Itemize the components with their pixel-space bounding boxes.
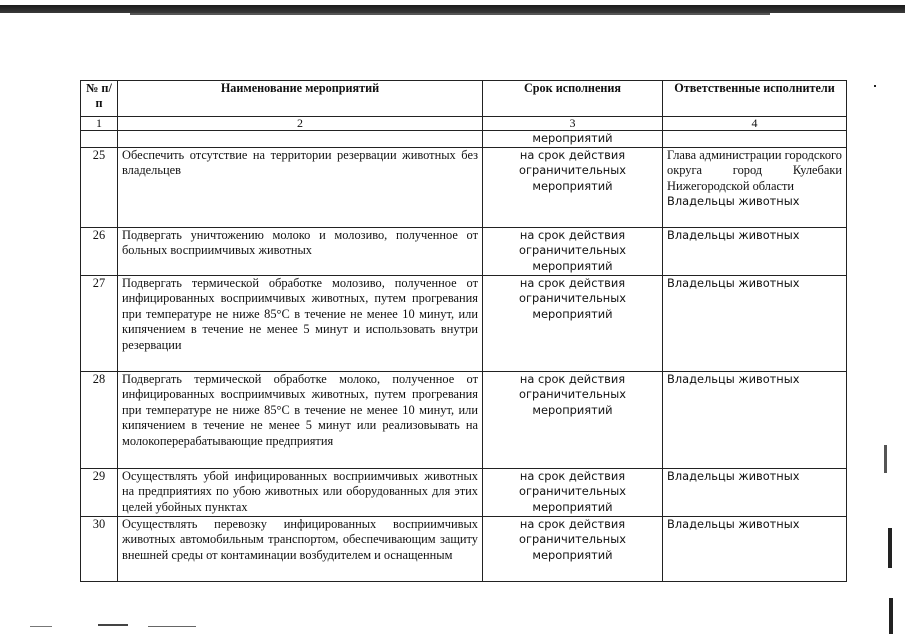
row-responsible: Владельцы животных — [663, 468, 847, 516]
row-responsible-extra: Владельцы животных — [667, 194, 800, 209]
scan-speck — [874, 85, 876, 87]
scan-edge-mark — [884, 445, 887, 473]
column-index-2: 2 — [118, 117, 483, 131]
table-row — [81, 147, 847, 227]
row-number: 27 — [81, 275, 118, 371]
row-measure: Подвергать уничтожению молоко и молозиво, полученное от больных восприимчивых животных — [118, 227, 483, 275]
header-term: Срок исполнения — [483, 81, 663, 117]
scan-edge-mark — [889, 598, 893, 634]
table-header-row — [81, 81, 847, 117]
row-measure: Обеспечить отсутствие на территории резервации животных без владельцев — [118, 147, 483, 227]
row-responsible: Владельцы животных — [663, 371, 847, 468]
row-term: на срок действия ограничительных мероприятий — [483, 516, 663, 581]
column-index-3: 3 — [483, 117, 663, 131]
row-term: на срок действия ограничительных мероприятий — [483, 468, 663, 516]
scan-bottom-mark — [148, 626, 196, 627]
scan-bottom-mark — [30, 626, 52, 627]
row-number: 30 — [81, 516, 118, 581]
table-row — [81, 468, 847, 516]
row-number: 25 — [81, 147, 118, 227]
row-term: на срок действия ограничительных мероприятий — [483, 275, 663, 371]
row-term: на срок действия ограничительных мероприятий — [483, 147, 663, 227]
continuation-resp — [663, 131, 847, 148]
scan-edge-mark — [888, 528, 892, 568]
column-index-row — [81, 117, 847, 131]
scan-bottom-mark — [98, 624, 128, 626]
continuation-row — [81, 131, 847, 148]
table-row — [81, 516, 847, 581]
scan-border-shadow — [130, 13, 770, 15]
row-term: на срок действия ограничительных мероприятий — [483, 371, 663, 468]
row-measure: Подвергать термической обработке молоко, полученное от инфицированных восприимчивых животных, путем прогревания при температуре не ниже 85°С в течение не менее 10 минут, или кипячением в течение не менее 5 минут или реализовывать на молокоперерабатывающие предприятия — [118, 371, 483, 468]
row-responsible-main: Глава администрации городского округа город Кулебаки Нижегородской области — [667, 147, 842, 193]
row-number: 29 — [81, 468, 118, 516]
column-index-1: 1 — [81, 117, 118, 131]
scan-border-top — [0, 5, 905, 13]
row-responsible: Владельцы животных — [663, 275, 847, 371]
row-measure: Осуществлять перевозку инфицированных восприимчивых животных автомобильным транспортом, обеспечивающим защиту внешней среды от контаминации возбудителем и оснащенным — [118, 516, 483, 581]
header-number: № п/п — [81, 81, 118, 117]
row-term: на срок действия ограничительных мероприятий — [483, 227, 663, 275]
row-number: 26 — [81, 227, 118, 275]
row-responsible: Владельцы животных — [663, 516, 847, 581]
row-responsible — [663, 147, 847, 227]
continuation-num — [81, 131, 118, 148]
column-index-4: 4 — [663, 117, 847, 131]
header-responsible: Ответственные исполнители — [663, 81, 847, 117]
row-responsible: Владельцы животных — [663, 227, 847, 275]
header-measure-name: Наименование мероприятий — [118, 81, 483, 117]
table-row — [81, 227, 847, 275]
row-measure: Подвергать термической обработке молозиво, полученное от инфицированных восприимчивых животных, путем прогревания при температуре не ниже 85°С в течение не менее 10 минут, или кипячением в течение не менее 5 минут и использовать внутри резервации — [118, 275, 483, 371]
continuation-term: мероприятий — [483, 131, 663, 148]
row-measure: Осуществлять убой инфицированных восприимчивых животных на предприятиях по убою животных или оборудованных для этих целей убойных пунктах — [118, 468, 483, 516]
measures-table — [80, 80, 847, 582]
row-number: 28 — [81, 371, 118, 468]
continuation-name — [118, 131, 483, 148]
table-row — [81, 275, 847, 371]
table-row — [81, 371, 847, 468]
